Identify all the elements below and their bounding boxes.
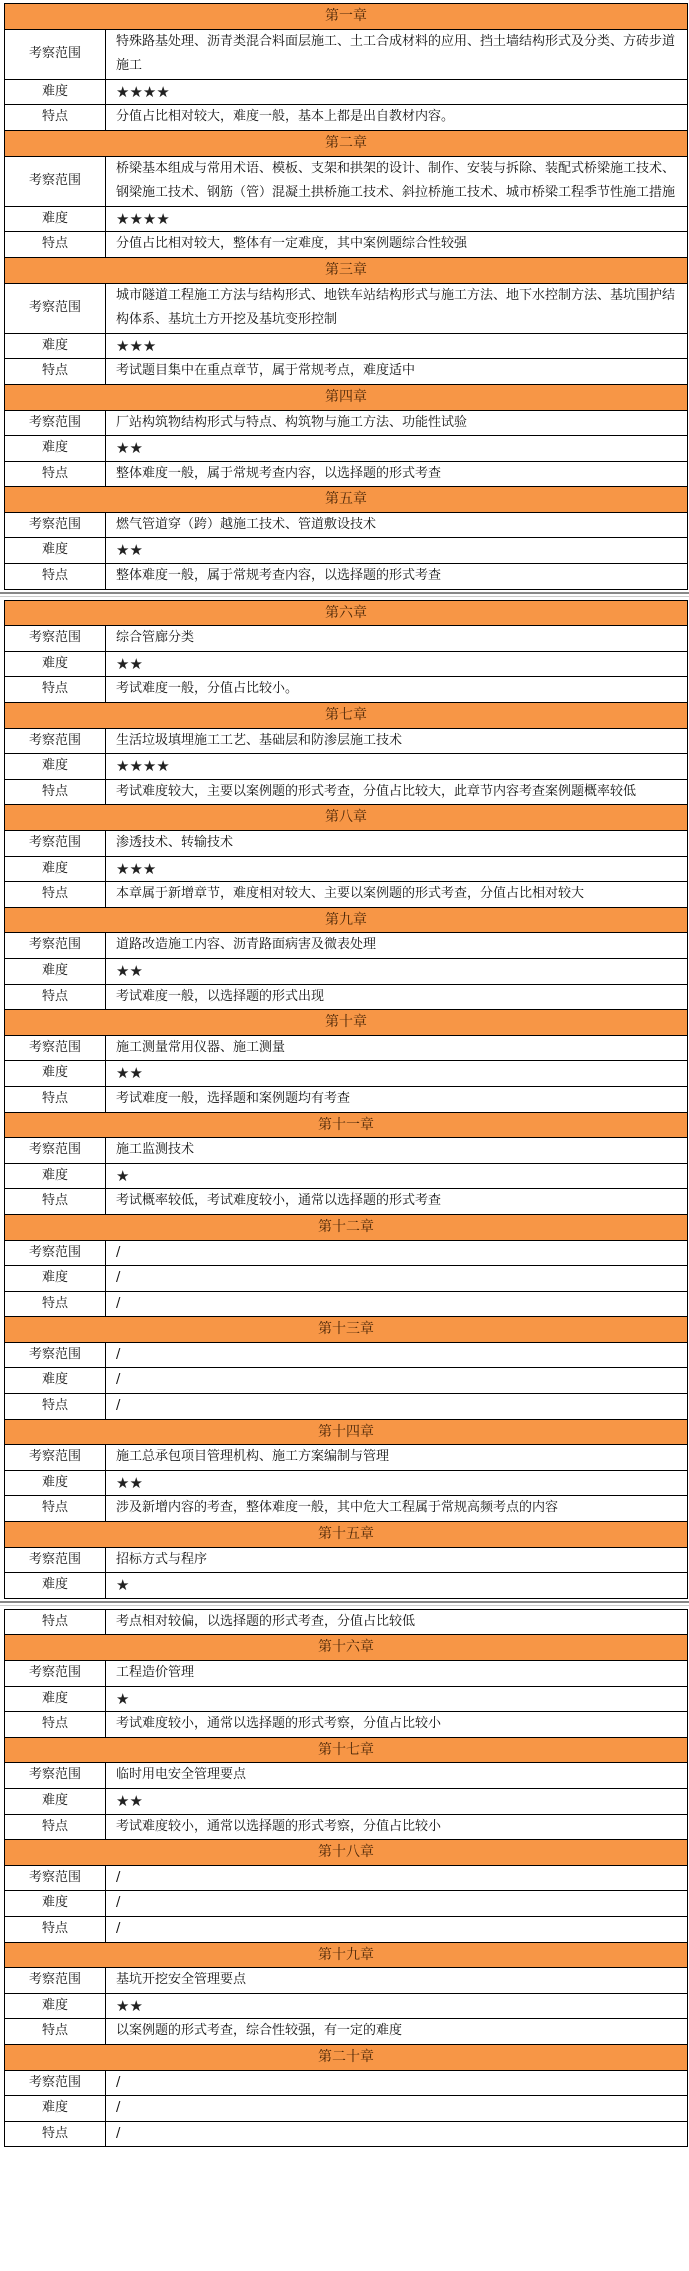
page-3 — [4, 1609, 688, 2147]
features-row — [5, 1086, 688, 1112]
chapter-title: 第二章 — [5, 130, 688, 156]
scope-row — [5, 831, 688, 857]
features-label: 特点 — [5, 359, 106, 385]
difficulty-row — [5, 538, 688, 564]
features-row — [5, 2019, 688, 2045]
chapter-header-row — [5, 1942, 688, 1968]
scope-row — [5, 410, 688, 436]
difficulty-row — [5, 2096, 688, 2122]
chapter-header-row — [5, 805, 688, 831]
chapter-header-row — [5, 1010, 688, 1036]
features-label: 特点 — [5, 882, 106, 908]
scope-row — [5, 512, 688, 538]
scope-label: 考察范围 — [5, 283, 106, 333]
chapter-title: 第八章 — [5, 805, 688, 831]
scope-label: 考察范围 — [5, 410, 106, 436]
features-value: / — [106, 2121, 688, 2147]
scope-row — [5, 1968, 688, 1994]
features-value: 以案例题的形式考查，综合性较强，有一定的难度 — [106, 2019, 688, 2045]
features-value: 考试难度较小，通常以选择题的形式考察，分值占比较小 — [106, 1814, 688, 1840]
scope-value: 道路改造施工内容、沥青路面病害及微表处理 — [106, 933, 688, 959]
features-value: 本章属于新增章节，难度相对较大、主要以案例题的形式考查，分值占比相对较大 — [106, 882, 688, 908]
chapter-header-row — [5, 1737, 688, 1763]
features-label: 特点 — [5, 1916, 106, 1942]
scope-value: 工程造价管理 — [106, 1661, 688, 1687]
difficulty-row — [5, 1993, 688, 2019]
scope-value: 施工监测技术 — [106, 1138, 688, 1164]
chapter-title: 第十一章 — [5, 1112, 688, 1138]
difficulty-label: 难度 — [5, 206, 106, 232]
scope-row — [5, 283, 688, 333]
chapter-header-row — [5, 1419, 688, 1445]
features-row — [5, 1291, 688, 1317]
chapter-title: 第二十章 — [5, 2044, 688, 2070]
scope-row — [5, 1865, 688, 1891]
difficulty-label: 难度 — [5, 79, 106, 105]
difficulty-stars: ★★★ — [106, 856, 688, 882]
features-value: 考试难度一般，分值占比较小。 — [106, 677, 688, 703]
difficulty-label: 难度 — [5, 1368, 106, 1394]
chapter-table — [4, 3, 688, 590]
page-break — [0, 1599, 689, 1609]
difficulty-stars: ★★ — [106, 1061, 688, 1087]
difficulty-label: 难度 — [5, 1061, 106, 1087]
difficulty-label: 难度 — [5, 436, 106, 462]
scope-row — [5, 1240, 688, 1266]
chapter-table — [4, 1609, 688, 2147]
features-row — [5, 1712, 688, 1738]
features-row — [5, 882, 688, 908]
chapter-header-row — [5, 1214, 688, 1240]
difficulty-label: 难度 — [5, 2096, 106, 2122]
chapter-header-row — [5, 907, 688, 933]
features-row — [5, 779, 688, 805]
scope-row — [5, 1138, 688, 1164]
scope-label: 考察范围 — [5, 626, 106, 652]
chapter-header-row — [5, 1317, 688, 1343]
scope-value: 桥梁基本组成与常用术语、模板、支架和拱架的设计、制作、安装与拆除、装配式桥梁施工技术、钢梁施工技术、钢筋（管）混凝土拱桥施工技术、斜拉桥施工技术、城市桥梁工程季节性施工措施 — [106, 156, 688, 206]
scope-label: 考察范围 — [5, 1138, 106, 1164]
difficulty-row — [5, 651, 688, 677]
chapter-title: 第十七章 — [5, 1737, 688, 1763]
chapter-header-row — [5, 2044, 688, 2070]
difficulty-row — [5, 1686, 688, 1712]
chapter-header-row — [5, 384, 688, 410]
features-value: 考试难度较大，主要以案例题的形式考查，分值占比较大，此章节内容考查案例题概率较低 — [106, 779, 688, 805]
scope-value: 招标方式与程序 — [106, 1547, 688, 1573]
chapter-header-row — [5, 487, 688, 513]
difficulty-row — [5, 1891, 688, 1917]
features-value: 考试难度一般，以选择题的形式出现 — [106, 984, 688, 1010]
difficulty-row — [5, 958, 688, 984]
difficulty-row — [5, 1163, 688, 1189]
features-value: 考试概率较低，考试难度较小，通常以选择题的形式考查 — [106, 1189, 688, 1215]
difficulty-label: 难度 — [5, 1470, 106, 1496]
difficulty-label: 难度 — [5, 1163, 106, 1189]
chapter-title: 第一章 — [5, 4, 688, 30]
features-row — [5, 984, 688, 1010]
scope-value: 城市隧道工程施工方法与结构形式、地铁车站结构形式与施工方法、地下水控制方法、基坑围护结构体系、基坑土方开挖及基坑变形控制 — [106, 283, 688, 333]
chapter-title: 第十章 — [5, 1010, 688, 1036]
difficulty-label: 难度 — [5, 538, 106, 564]
scope-value: 生活垃圾填埋施工工艺、基础层和防渗层施工技术 — [106, 728, 688, 754]
difficulty-stars: ★★★★ — [106, 206, 688, 232]
difficulty-label: 难度 — [5, 651, 106, 677]
features-label: 特点 — [5, 461, 106, 487]
scope-value: 综合管廊分类 — [106, 626, 688, 652]
features-row — [5, 1609, 688, 1635]
features-row — [5, 2121, 688, 2147]
difficulty-row — [5, 1573, 688, 1599]
scope-label: 考察范围 — [5, 512, 106, 538]
features-row — [5, 232, 688, 258]
scope-label: 考察范围 — [5, 1240, 106, 1266]
difficulty-label: 难度 — [5, 1686, 106, 1712]
difficulty-stars: / — [106, 1266, 688, 1292]
page-break — [0, 590, 689, 600]
scope-label: 考察范围 — [5, 1547, 106, 1573]
chapter-title: 第十六章 — [5, 1635, 688, 1661]
chapter-title: 第四章 — [5, 384, 688, 410]
features-label: 特点 — [5, 2019, 106, 2045]
scope-label: 考察范围 — [5, 1968, 106, 1994]
scope-label: 考察范围 — [5, 1445, 106, 1471]
difficulty-stars: ★ — [106, 1163, 688, 1189]
scope-row — [5, 29, 688, 79]
features-value: 考试题目集中在重点章节，属于常规考点，难度适中 — [106, 359, 688, 385]
page-1 — [4, 3, 688, 590]
difficulty-stars: ★ — [106, 1573, 688, 1599]
features-value: 考试难度较小，通常以选择题的形式考察，分值占比较小 — [106, 1712, 688, 1738]
features-value: 分值占比相对较大，整体有一定难度，其中案例题综合性较强 — [106, 232, 688, 258]
scope-label: 考察范围 — [5, 1035, 106, 1061]
difficulty-stars: ★★ — [106, 436, 688, 462]
difficulty-row — [5, 1061, 688, 1087]
scope-value: 临时用电安全管理要点 — [106, 1763, 688, 1789]
chapter-header-row — [5, 1635, 688, 1661]
difficulty-stars: ★★★★ — [106, 754, 688, 780]
difficulty-row — [5, 1368, 688, 1394]
scope-row — [5, 1763, 688, 1789]
scope-value: / — [106, 2070, 688, 2096]
scope-value: 基坑开挖安全管理要点 — [106, 1968, 688, 1994]
scope-label: 考察范围 — [5, 933, 106, 959]
difficulty-stars: / — [106, 1368, 688, 1394]
features-label: 特点 — [5, 1189, 106, 1215]
scope-value: / — [106, 1240, 688, 1266]
difficulty-stars: ★★ — [106, 958, 688, 984]
features-value: 考点相对较偏，以选择题的形式考查，分值占比较低 — [106, 1609, 688, 1635]
scope-value: 渗透技术、转输技术 — [106, 831, 688, 857]
page-2 — [4, 600, 688, 1599]
features-row — [5, 1394, 688, 1420]
features-value: / — [106, 1394, 688, 1420]
difficulty-label: 难度 — [5, 754, 106, 780]
features-label: 特点 — [5, 2121, 106, 2147]
scope-row — [5, 933, 688, 959]
difficulty-row — [5, 856, 688, 882]
difficulty-row — [5, 1470, 688, 1496]
chapter-title: 第十五章 — [5, 1522, 688, 1548]
scope-row — [5, 1342, 688, 1368]
scope-label: 考察范围 — [5, 1342, 106, 1368]
features-label: 特点 — [5, 779, 106, 805]
features-value: 分值占比相对较大，难度一般，基本上都是出自教材内容。 — [106, 105, 688, 131]
scope-label: 考察范围 — [5, 156, 106, 206]
features-label: 特点 — [5, 1086, 106, 1112]
scope-value: / — [106, 1865, 688, 1891]
chapter-header-row — [5, 1522, 688, 1548]
features-label: 特点 — [5, 677, 106, 703]
scope-label: 考察范围 — [5, 2070, 106, 2096]
chapter-header-row — [5, 703, 688, 729]
difficulty-stars: ★★★★ — [106, 79, 688, 105]
features-row — [5, 1496, 688, 1522]
features-value: 涉及新增内容的考查，整体难度一般，其中危大工程属于常规高频考点的内容 — [106, 1496, 688, 1522]
scope-label: 考察范围 — [5, 1763, 106, 1789]
chapter-header-row — [5, 4, 688, 30]
scope-label: 考察范围 — [5, 29, 106, 79]
difficulty-row — [5, 1788, 688, 1814]
chapter-title: 第九章 — [5, 907, 688, 933]
features-row — [5, 105, 688, 131]
chapter-header-row — [5, 1840, 688, 1866]
scope-value: 厂站构筑物结构形式与特点、构筑物与施工方法、功能性试验 — [106, 410, 688, 436]
chapter-title: 第十九章 — [5, 1942, 688, 1968]
difficulty-row — [5, 79, 688, 105]
features-row — [5, 1189, 688, 1215]
scope-label: 考察范围 — [5, 831, 106, 857]
chapter-title: 第三章 — [5, 257, 688, 283]
chapter-header-row — [5, 1112, 688, 1138]
difficulty-label: 难度 — [5, 856, 106, 882]
scope-row — [5, 1547, 688, 1573]
scope-label: 考察范围 — [5, 728, 106, 754]
chapter-title: 第七章 — [5, 703, 688, 729]
difficulty-row — [5, 436, 688, 462]
chapter-title: 第十二章 — [5, 1214, 688, 1240]
scope-value: 施工测量常用仪器、施工测量 — [106, 1035, 688, 1061]
chapter-title: 第十三章 — [5, 1317, 688, 1343]
features-value: 整体难度一般，属于常规考查内容，以选择题的形式考查 — [106, 461, 688, 487]
features-value: / — [106, 1291, 688, 1317]
features-row — [5, 359, 688, 385]
chapter-header-row — [5, 130, 688, 156]
scope-row — [5, 2070, 688, 2096]
features-label: 特点 — [5, 984, 106, 1010]
difficulty-row — [5, 1266, 688, 1292]
difficulty-stars: ★★ — [106, 538, 688, 564]
difficulty-label: 难度 — [5, 1993, 106, 2019]
features-label: 特点 — [5, 1496, 106, 1522]
features-row — [5, 677, 688, 703]
features-label: 特点 — [5, 1609, 106, 1635]
chapter-analysis-document — [0, 3, 689, 2147]
difficulty-stars: / — [106, 2096, 688, 2122]
difficulty-stars: ★ — [106, 1686, 688, 1712]
difficulty-stars: ★★ — [106, 651, 688, 677]
scope-row — [5, 1035, 688, 1061]
scope-row — [5, 1661, 688, 1687]
difficulty-label: 难度 — [5, 958, 106, 984]
features-value: 整体难度一般，属于常规考查内容，以选择题的形式考查 — [106, 564, 688, 590]
scope-row — [5, 156, 688, 206]
chapter-table — [4, 600, 688, 1599]
scope-row — [5, 626, 688, 652]
difficulty-label: 难度 — [5, 1891, 106, 1917]
scope-label: 考察范围 — [5, 1865, 106, 1891]
chapter-header-row — [5, 257, 688, 283]
difficulty-stars: ★★ — [106, 1993, 688, 2019]
difficulty-row — [5, 754, 688, 780]
features-value: 考试难度一般，选择题和案例题均有考查 — [106, 1086, 688, 1112]
difficulty-row — [5, 206, 688, 232]
chapter-title: 第五章 — [5, 487, 688, 513]
features-row — [5, 1814, 688, 1840]
difficulty-label: 难度 — [5, 1266, 106, 1292]
features-label: 特点 — [5, 1814, 106, 1840]
scope-label: 考察范围 — [5, 1661, 106, 1687]
chapter-title: 第六章 — [5, 600, 688, 626]
scope-value: 特殊路基处理、沥青类混合料面层施工、土工合成材料的应用、挡土墙结构形式及分类、方砖步道施工 — [106, 29, 688, 79]
difficulty-stars: ★★★ — [106, 333, 688, 359]
scope-value: 施工总承包项目管理机构、施工方案编制与管理 — [106, 1445, 688, 1471]
features-row — [5, 461, 688, 487]
scope-row — [5, 1445, 688, 1471]
features-label: 特点 — [5, 1394, 106, 1420]
features-label: 特点 — [5, 1291, 106, 1317]
scope-value: 燃气管道穿（跨）越施工技术、管道敷设技术 — [106, 512, 688, 538]
features-label: 特点 — [5, 1712, 106, 1738]
chapter-title: 第十八章 — [5, 1840, 688, 1866]
features-label: 特点 — [5, 105, 106, 131]
difficulty-row — [5, 333, 688, 359]
features-row — [5, 1916, 688, 1942]
difficulty-stars: / — [106, 1891, 688, 1917]
features-label: 特点 — [5, 232, 106, 258]
chapter-title: 第十四章 — [5, 1419, 688, 1445]
features-value: / — [106, 1916, 688, 1942]
scope-row — [5, 728, 688, 754]
difficulty-stars: ★★ — [106, 1788, 688, 1814]
chapter-header-row — [5, 600, 688, 626]
difficulty-stars: ★★ — [106, 1470, 688, 1496]
features-label: 特点 — [5, 564, 106, 590]
difficulty-label: 难度 — [5, 1573, 106, 1599]
scope-value: / — [106, 1342, 688, 1368]
difficulty-label: 难度 — [5, 1788, 106, 1814]
features-row — [5, 564, 688, 590]
difficulty-label: 难度 — [5, 333, 106, 359]
